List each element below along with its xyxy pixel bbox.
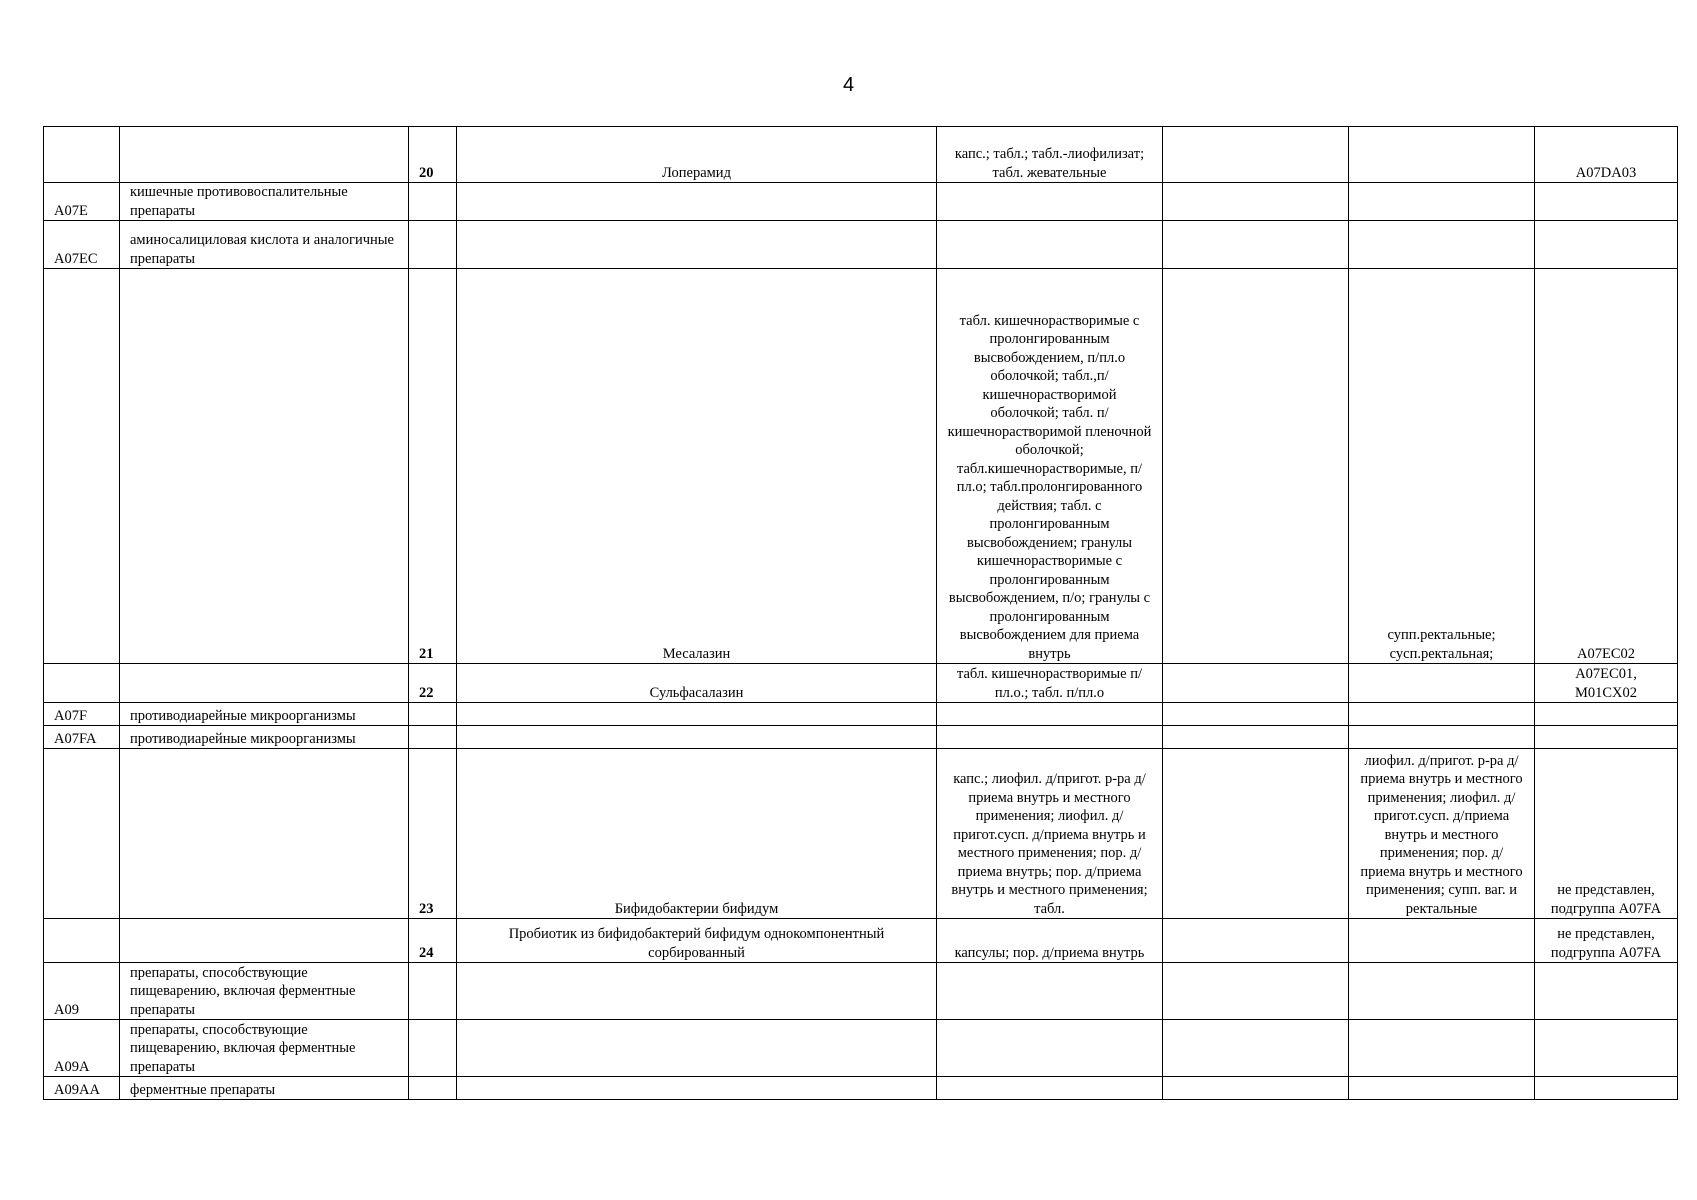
drug-name (457, 183, 937, 221)
drug-name: Лоперамид (457, 127, 937, 183)
table-row (44, 749, 1678, 919)
table-row (44, 1020, 1678, 1077)
additional-forms (1349, 664, 1535, 703)
additional-forms (1349, 703, 1535, 726)
empty-cell (1163, 221, 1349, 269)
table-row (44, 963, 1678, 1020)
table-row (44, 1077, 1678, 1100)
atc-group-name (120, 269, 409, 664)
row-number: 21 (409, 269, 457, 664)
atc-group-name: препараты, способствующие пищеварению, включая ферментные препараты (120, 963, 409, 1020)
table-row (44, 221, 1678, 269)
additional-forms (1349, 726, 1535, 749)
dosage-forms (937, 726, 1163, 749)
atc-group-code: A07F (44, 703, 120, 726)
atc-code: A07DA03 (1535, 127, 1678, 183)
row-number (409, 183, 457, 221)
drug-name (457, 1020, 937, 1077)
drug-name: Сульфасалазин (457, 664, 937, 703)
drug-name (457, 221, 937, 269)
atc-code (1535, 1020, 1678, 1077)
additional-forms (1349, 127, 1535, 183)
row-number (409, 963, 457, 1020)
dosage-forms (937, 1020, 1163, 1077)
atc-code: A07EC02 (1535, 269, 1678, 664)
atc-group-code: A07E (44, 183, 120, 221)
row-number: 24 (409, 919, 457, 963)
drug-name: Месалазин (457, 269, 937, 664)
atc-group-name (120, 919, 409, 963)
empty-cell (1163, 1077, 1349, 1100)
additional-forms (1349, 1077, 1535, 1100)
table-row (44, 703, 1678, 726)
atc-group-code: A09 (44, 963, 120, 1020)
additional-forms (1349, 1020, 1535, 1077)
atc-group-name: противодиарейные микроорганизмы (120, 703, 409, 726)
atc-code (1535, 183, 1678, 221)
atc-group-code (44, 127, 120, 183)
atc-group-code: A07FA (44, 726, 120, 749)
atc-group-code: A09A (44, 1020, 120, 1077)
atc-group-name: ферментные препараты (120, 1077, 409, 1100)
atc-group-code: A07EC (44, 221, 120, 269)
additional-forms (1349, 221, 1535, 269)
dosage-forms (937, 1077, 1163, 1100)
additional-forms: супп.ректальные; сусп.ректальная; (1349, 269, 1535, 664)
empty-cell (1163, 963, 1349, 1020)
table-row (44, 726, 1678, 749)
atc-group-code: A09AA (44, 1077, 120, 1100)
dosage-forms: табл. кишечнорастворимые с пролонгированным высвобождением, п/пл.о оболочкой; табл.,п/кишечнорастворимой оболочкой; табл. п/кишечнорастворимой пленочной оболочкой; табл.кишечнорастворимые, п/пл.о; табл.пролонгированного действия; табл. с пролонгированным высвобождением; гранулы кишечнорастворимые с пролонгированным высвобождением, п/о; гранулы с пролонгированным высвобождением для приема внутрь (937, 269, 1163, 664)
atc-group-code (44, 749, 120, 919)
atc-code (1535, 703, 1678, 726)
atc-group-name (120, 749, 409, 919)
table-row (44, 183, 1678, 221)
row-number: 20 (409, 127, 457, 183)
row-number: 22 (409, 664, 457, 703)
row-number: 23 (409, 749, 457, 919)
atc-group-code (44, 269, 120, 664)
dosage-forms: табл. кишечнорастворимые п/пл.о.; табл. п/пл.о (937, 664, 1163, 703)
drug-name: Пробиотик из бифидобактерий бифидум однокомпонентный сорбированный (457, 919, 937, 963)
drug-name (457, 963, 937, 1020)
row-number (409, 1020, 457, 1077)
atc-group-name (120, 127, 409, 183)
empty-cell (1163, 664, 1349, 703)
atc-code: не представлен, подгруппа A07FA (1535, 919, 1678, 963)
table-row (44, 127, 1678, 183)
dosage-forms (937, 221, 1163, 269)
additional-forms (1349, 963, 1535, 1020)
atc-group-name (120, 664, 409, 703)
atc-group-name: кишечные противовоспалительные препараты (120, 183, 409, 221)
row-number (409, 726, 457, 749)
atc-code (1535, 726, 1678, 749)
empty-cell (1163, 919, 1349, 963)
empty-cell (1163, 127, 1349, 183)
atc-group-name: препараты, способствующие пищеварению, включая ферментные препараты (120, 1020, 409, 1077)
additional-forms: лиофил. д/пригот. р-ра д/приема внутрь и местного применения; лиофил. д/пригот.сусп. д/приема внутрь и местного применения; пор. д/приема внутрь и местного применения; супп. ваг. и ректальные (1349, 749, 1535, 919)
dosage-forms (937, 183, 1163, 221)
drug-table (43, 126, 1678, 1100)
atc-group-code (44, 919, 120, 963)
dosage-forms (937, 963, 1163, 1020)
page-number: 4 (842, 74, 855, 96)
table-row (44, 269, 1678, 664)
drug-name (457, 703, 937, 726)
atc-group-name: противодиарейные микроорганизмы (120, 726, 409, 749)
empty-cell (1163, 726, 1349, 749)
atc-code: A07EC01, M01CX02 (1535, 664, 1678, 703)
table-row (44, 664, 1678, 703)
empty-cell (1163, 269, 1349, 664)
atc-code: не представлен, подгруппа A07FA (1535, 749, 1678, 919)
dosage-forms: капс.; лиофил. д/пригот. р-ра д/приема внутрь и местного применения; лиофил. д/пригот.сусп. д/приема внутрь и местного применения; пор. д/приема внутрь; пор. д/приема внутрь и местного применения; табл. (937, 749, 1163, 919)
row-number (409, 1077, 457, 1100)
dosage-forms: капс.; табл.; табл.-лиофилизат; табл. жевательные (937, 127, 1163, 183)
drug-name: Бифидобактерии бифидум (457, 749, 937, 919)
additional-forms (1349, 919, 1535, 963)
dosage-forms: капсулы; пор. д/приема внутрь (937, 919, 1163, 963)
empty-cell (1163, 703, 1349, 726)
additional-forms (1349, 183, 1535, 221)
atc-code (1535, 963, 1678, 1020)
atc-code (1535, 221, 1678, 269)
empty-cell (1163, 183, 1349, 221)
atc-group-name: аминосалициловая кислота и аналогичные препараты (120, 221, 409, 269)
row-number (409, 221, 457, 269)
dosage-forms (937, 703, 1163, 726)
row-number (409, 703, 457, 726)
atc-code (1535, 1077, 1678, 1100)
atc-group-code (44, 664, 120, 703)
table-row (44, 919, 1678, 963)
empty-cell (1163, 749, 1349, 919)
empty-cell (1163, 1020, 1349, 1077)
drug-name (457, 726, 937, 749)
drug-name (457, 1077, 937, 1100)
